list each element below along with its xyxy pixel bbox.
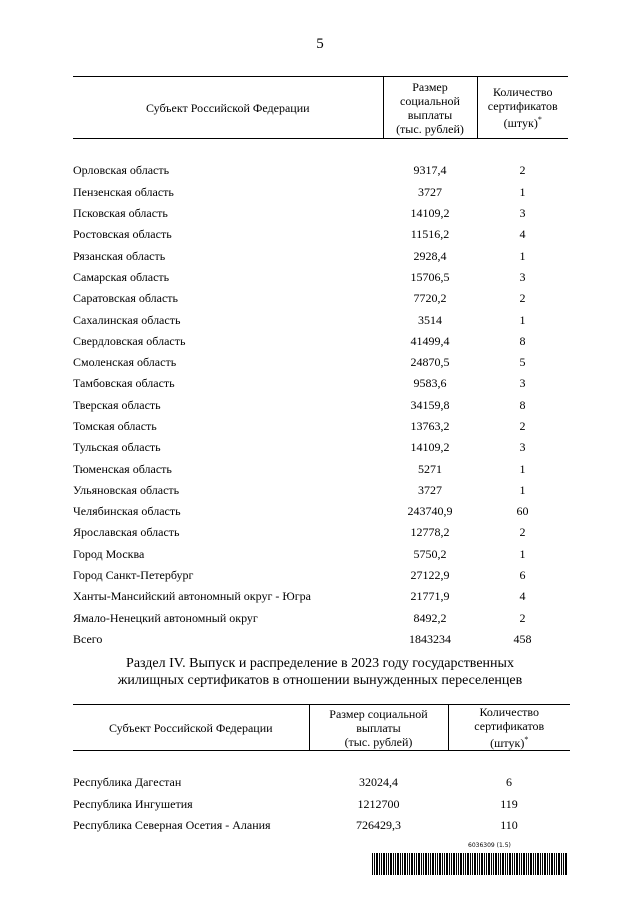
table-row [73,815,570,836]
payment-cell: 3514 [418,312,442,327]
count-cell: 6 [506,775,512,790]
table-row [73,182,568,203]
subject-cell: Смоленская область [73,355,177,370]
payment-cell: 9583,6 [413,376,447,391]
subject-cell: Республика Ингушетия [73,796,193,811]
payment-cell: 34159,8 [410,397,450,412]
table-row [73,288,568,309]
payment-cell: 1843234 [409,631,451,646]
subject-cell: Республика Северная Осетия - Алания [73,818,271,833]
payment-cell: 27122,9 [410,568,450,583]
count-cell: 1 [519,312,526,327]
count-cell: 3 [519,440,526,455]
count-cell: 2 [519,610,526,625]
count-cell: 8 [519,397,526,412]
subject-cell: Тамбовская область [73,376,175,391]
table-row [73,224,568,245]
payment-cell: 726429,3 [356,818,401,833]
payment-cell: 7720,2 [413,291,447,306]
subject-cell: Саратовская область [73,291,179,306]
table-2-body [73,751,570,837]
payment-cell: 13763,2 [410,419,450,433]
subject-cell: Город Москва [73,546,145,561]
payment-cell: 243740,9 [407,504,453,519]
count-cell: 110 [500,818,518,833]
subject-cell: Всего [73,631,103,646]
subject-cell: Тульская область [73,440,161,455]
header-count: Количество сертификатов (штук)* [477,77,568,139]
table-row [73,522,568,543]
payment-cell: 3727 [418,482,442,497]
header-payment: Размер социальной выплаты (тыс. рублей) [383,77,477,139]
table-row [73,331,568,352]
count-cell: 1 [519,546,526,561]
section-title: Раздел IV. Выпуск и распределение в 2023 году государственных жилищных сертификатов в отношении вынужденных переселенцев [117,656,523,688]
subject-cell: Республика Дагестан [73,775,182,790]
payment-cell: 2928,4 [413,248,447,263]
table-row [73,565,568,586]
table-row [73,629,568,650]
count-cell: 3 [519,269,526,284]
subject-cell: Ханты-Мансийский автономный округ - Югра [73,589,311,604]
table-row [73,267,568,288]
table-row [73,160,568,181]
count-cell: 458 [513,631,532,646]
subject-cell: Город Санкт-Петербург [73,568,194,583]
barcode-image [372,853,568,875]
table-row [73,458,568,479]
subject-cell: Пензенская область [73,184,174,199]
table-row [73,586,568,607]
payment-cell: 5750,2 [413,546,447,561]
table-row [73,794,570,815]
payment-cell: 24870,5 [410,355,450,370]
payment-cell: 3727 [418,184,442,199]
count-cell: 8 [519,333,526,348]
table-row [73,395,568,416]
payment-cell: 9317,4 [413,163,447,178]
count-cell: 2 [519,419,526,433]
count-cell: 119 [500,796,518,811]
table-row [73,416,568,437]
barcode-label: 6036309 (1.5) [468,842,511,849]
page-number: 5 [316,36,324,52]
subject-cell: Орловская область [73,163,170,178]
subject-cell: Ярославская область [73,525,180,540]
count-cell: 60 [516,504,529,519]
payment-cell: 11516,2 [410,227,450,242]
table-row [73,309,568,330]
subject-cell: Тверская область [73,397,161,412]
count-cell: 4 [519,227,526,242]
subject-cell: Челябинская область [73,504,181,519]
table-row [73,437,568,458]
subject-cell: Свердловская область [73,333,186,348]
subject-cell: Самарская область [73,269,170,284]
payment-cell: 15706,5 [410,269,450,284]
count-cell: 6 [519,568,526,583]
payment-cell: 12778,2 [410,525,450,540]
count-cell: 3 [519,376,526,391]
header-subject: Субъект Российской Федерации [73,77,383,139]
payment-cell: 41499,4 [410,333,450,348]
table-row [73,544,568,565]
payment-cell: 8492,2 [413,610,447,625]
count-cell: 2 [519,525,526,540]
payment-cell: 14109,2 [410,206,450,221]
table-row [73,480,568,501]
subject-cell: Сахалинская область [73,312,181,327]
table-row [73,352,568,373]
count-cell: 2 [519,291,526,306]
count-cell: 3 [519,206,526,221]
payment-cell: 21771,9 [410,589,450,604]
count-cell: 4 [519,589,526,604]
subject-cell: Псковская область [73,206,168,221]
payment-cell: 32024,4 [359,775,398,790]
header-payment: Размер социальной выплаты (тыс. рублей) [309,705,448,751]
subject-cell: Ульяновская область [73,482,180,497]
table-row [73,772,570,793]
subject-cell: Томская область [73,419,157,433]
payment-cell: 1212700 [357,796,400,811]
subject-cell: Рязанская область [73,248,166,263]
table-1-body [73,139,568,651]
payment-cell: 5271 [418,461,442,476]
header-count: Количество сертификатов (штук)* [448,705,570,751]
subject-cell: Ямало-Ненецкий автономный округ [73,610,258,625]
count-cell: 5 [519,355,526,370]
subject-cell: Тюменская область [73,461,172,476]
certificates-table-1 [73,76,568,650]
count-cell: 1 [519,248,526,263]
subject-cell: Ростовская область [73,227,172,242]
count-cell: 1 [519,461,526,476]
payment-cell: 14109,2 [410,440,450,455]
header-subject: Субъект Российской Федерации [73,705,309,751]
count-cell: 1 [519,184,526,199]
table-row [73,245,568,266]
table-row [73,501,568,522]
table-row [73,203,568,224]
count-cell: 1 [519,482,526,497]
table-row [73,373,568,394]
certificates-table-2 [73,704,570,836]
count-cell: 2 [519,163,526,178]
table-row [73,608,568,629]
